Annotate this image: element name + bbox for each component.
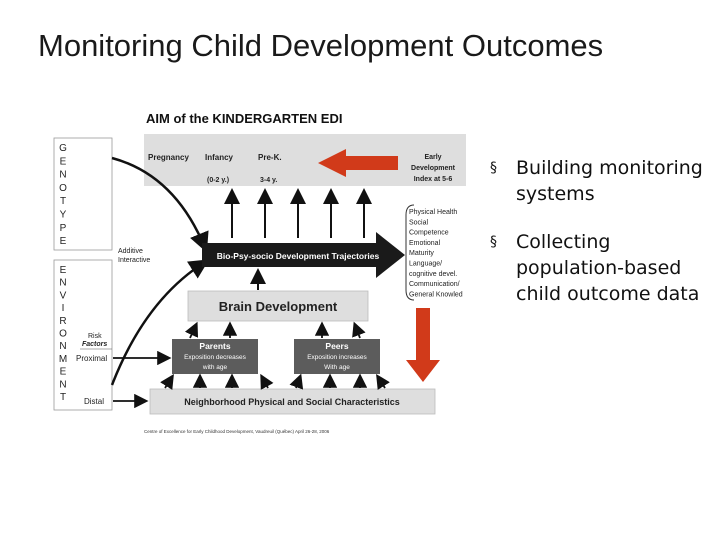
domain-item: Physical Health — [409, 209, 458, 216]
peers-title: Peers — [325, 341, 349, 351]
parents-title: Parents — [199, 341, 231, 351]
factors-label: Factors — [82, 341, 108, 348]
neighborhood-label: Neighborhood Physical and Social Characteristics — [184, 397, 400, 407]
additive-label: Additive — [118, 248, 143, 255]
environment-letter: N — [59, 277, 67, 289]
genotype-letter: T — [59, 196, 67, 208]
environment-letter: R — [59, 315, 67, 327]
bullet-marker: § — [490, 160, 497, 176]
bullet-item — [490, 155, 705, 207]
slide-title: Monitoring Child Development Outcomes — [38, 28, 604, 63]
proximal-label: Proximal — [76, 354, 108, 363]
environment-letter: N — [59, 341, 67, 353]
neighborhood-arrows — [165, 377, 385, 388]
diagram-heading: AIM of the KINDERGARTEN EDI — [146, 111, 343, 126]
brain-in-arrow-4 — [355, 325, 360, 338]
environment-letter: T — [59, 392, 67, 403]
stage-prek-age: 3-4 y. — [260, 177, 278, 184]
domain-list — [409, 209, 463, 298]
genotype-letter: N — [59, 169, 67, 181]
edi-label-2: Development — [411, 165, 455, 172]
stage-infancy: Infancy — [205, 153, 234, 162]
parents-line1: Exposition decreases — [184, 354, 246, 361]
genotype-letter: Y — [59, 209, 67, 221]
domain-item: Language/ — [409, 260, 443, 268]
domain-item: Social — [409, 219, 429, 227]
genotype-letter: O — [59, 182, 67, 194]
domain-item: Maturity — [409, 250, 434, 258]
edi-label-3: Index at 5-6 — [413, 176, 453, 183]
environment-letter: O — [59, 328, 67, 340]
bullet-marker: § — [490, 234, 497, 250]
stage-infancy-age: (0-2 y.) — [207, 177, 230, 184]
red-down-arrow — [406, 308, 440, 382]
environment-letter: E — [59, 366, 67, 378]
interactive-label: Interactive — [118, 257, 151, 264]
domain-item: Competence — [409, 229, 449, 237]
domain-item: Emotional — [409, 239, 441, 247]
environment-letter: E — [59, 265, 67, 276]
genotype-letter: E — [59, 236, 67, 248]
environment-letters — [59, 265, 67, 403]
genotype-letter: E — [59, 156, 67, 168]
domain-item: General Knowled — [409, 291, 463, 299]
bullet-item — [490, 229, 705, 307]
environment-letter: V — [59, 290, 67, 302]
environment-letter: I — [61, 303, 65, 315]
genotype-letter: G — [59, 143, 67, 154]
up-arrows-to-stages — [232, 192, 364, 238]
brain-in-arrow-1 — [190, 325, 196, 338]
peers-line1: Exposition increases — [307, 354, 367, 361]
domain-item: cognitive devel. — [409, 270, 458, 278]
parents-line2: with age — [202, 364, 228, 371]
peers-line2: With age — [324, 364, 350, 371]
risk-label: Risk — [88, 333, 102, 340]
bullet-text: Collecting population-based child outcome data — [516, 231, 700, 305]
bullet-list — [490, 155, 705, 329]
domain-item: Communication/ — [409, 281, 460, 289]
edi-label-1: Early — [424, 154, 442, 161]
bullet-text: Building monitoring systems — [516, 157, 703, 205]
stage-pregnancy: Pregnancy — [148, 153, 189, 162]
stage-prek: Pre-K. — [258, 153, 282, 162]
brain-development-label: Brain Development — [218, 299, 338, 314]
environment-letter: N — [59, 379, 67, 391]
diagram-footer: Centre of Excellence for Early Childhood Development, Vaudreuil (Québec) April 26-28, 2006 — [144, 429, 330, 434]
environment-letter: M — [58, 353, 68, 365]
trajectory-label: Bio-Psy-socio Development Trajectories — [216, 251, 380, 261]
distal-label: Distal — [84, 397, 105, 406]
genotype-letter: P — [59, 222, 67, 234]
